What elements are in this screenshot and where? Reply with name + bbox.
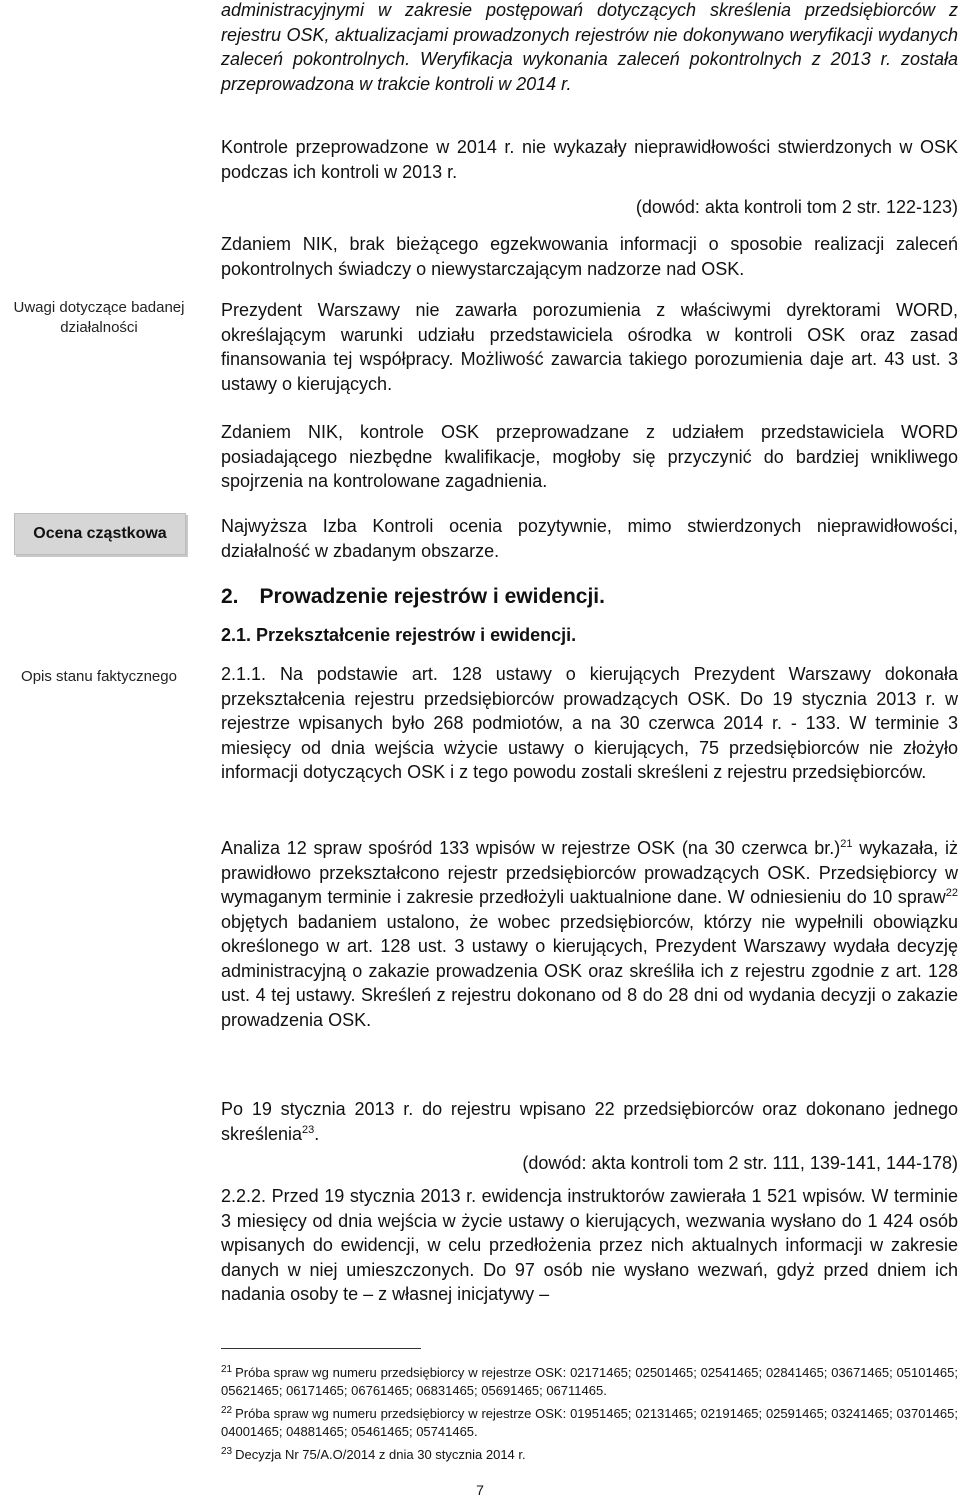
paragraph-verification: administracyjnymi w zakresie postępowań dotyczących skreślenia przedsiębiorców z rejestru OSK, aktualizacjami prowadzonych rejestrów nie dokonywano weryfikacji wydanych zaleceń pokontrolnych. Weryfikacja wykonania zaleceń pokontrolnych z 2013 r. została przeprowadzona w trakcie kontroli w 2014 r. xyxy=(221,0,958,94)
assessment-box: Ocena cząstkowa xyxy=(14,513,186,555)
paragraph-nik-opinion-2: Zdaniem NIK, kontrole OSK przeprowadzane z udziałem przedstawiciela WORD posiadającego niezbędne kwalifikacje, mogłoby się przyczynić do bardziej wnikliwego spojrzenia na kontrolowane zagadnienia. xyxy=(221,422,958,491)
footnote: $^{23}$ Decyzja Nr 75/A.O/2014 z dnia 30 stycznia 2014 r. xyxy=(221,1445,526,1462)
footnote-separator xyxy=(221,1348,421,1349)
subsection-heading: 2.1. Przekształcenie rejestrów i ewidencji. xyxy=(221,625,577,645)
footnote-ref-22: 22 xyxy=(945,887,958,899)
paragraph-assessment: Najwyższa Izba Kontroli ocenia pozytywnie, mimo stwierdzonych nieprawidłowości, działalność w zbadanym obszarze. xyxy=(221,516,958,561)
footnote: $^{22}$ Próba spraw wg numeru przedsiębiorcy w rejestrze OSK: 01951465; 02131465; 02191465; 02591465; 03241465; 03701465; 04001465; 04881465; 05461465; 05741465. xyxy=(221,1404,958,1439)
evidence-source-1: (dowód: akta kontroli tom 2 str. 122-123) xyxy=(635,197,958,217)
paragraph-nik-opinion-1: Zdaniem NIK, brak bieżącego egzekwowania informacji o sposobie realizacji zaleceń pokontrolnych świadczy o niewystarczającym nadzorze nad OSK. xyxy=(221,234,958,279)
paragraph-new-entries: Po 19 stycznia 2013 r. do rejestru wpisano 22 przedsiębiorców oraz dokonano jednego skreślenia$^{23}$. xyxy=(221,1099,958,1144)
paragraph-case-analysis: Analiza 12 spraw spośród 133 wpisów w rejestrze OSK (na 30 czerwca br.)$^{21}$ wykazała, iż prawidłowo przekształcono rejestr przedsiębiorców prowadzących OSK. Przedsiębiorcy w wymaganym terminie i zakresie przedłożyli uaktualnione dane. W odniesieniu do 10 spraw$^{22}$ objętych badaniem ustalono, że wobec przedsiębiorców, którzy nie wypełnili obowiązku określonego w art. 128 ust. 3 ustawy o kierujących, Prezydent Warszawy wydała decyzję administracyjną o zakazie prowadzenia OSK oraz skreśliła ich z rejestru zgodnie z art. 128 ust. 4 tej ustawy. Skreśleń z rejestru dokonano od 8 do 28 dni od wydania decyzji o zakazie prowadzenia OSK. xyxy=(221,838,958,1030)
footnote-ref-23: 23 xyxy=(302,1123,315,1136)
facts-label: Opis stanu faktycznego xyxy=(21,668,177,685)
paragraph-controls-2014: Kontrole przeprowadzone w 2014 r. nie wykazały nieprawidłowości stwierdzonych w OSK podczas ich kontroli w 2013 r. xyxy=(221,137,958,182)
margin-sidebar xyxy=(0,0,200,1501)
section-heading: 2. Prowadzenie rejestrów i ewidencji. xyxy=(221,585,605,608)
evidence-source-2: (dowód: akta kontroli tom 2 str. 111, 139-141, 144-178) xyxy=(522,1153,958,1173)
paragraph-agreement: Prezydent Warszawy nie zawarła porozumienia z właściwymi dyrektorami WORD, określającym warunki udziału przedstawiciela ośrodka w kontroli OSK oraz zasad finansowania tej współpracy. Możliwość zawarcia takiego porozumienia daje art. 43 ust. 3 ustawy o kierujących. xyxy=(221,300,958,394)
remarks-label: Uwagi dotyczące badanej działalności xyxy=(13,299,185,336)
paragraph-register-transformation: 2.1.1. Na podstawie art. 128 ustawy o kierujących Prezydent Warszawy dokonała przekształcenia rejestru przedsiębiorców prowadzących OSK. Do 19 stycznia 2013 r. w rejestrze wpisanych było 268 podmiotów, a na 30 czerwca 2014 r. - 133. W terminie 3 miesięcy od dnia wejścia wżycie ustawy o kierujących, 75 przedsiębiorców nie złożyło informacji dotyczących OSK i z tego powodu zostali skreśleni z rejestru przedsiębiorców. xyxy=(221,664,958,782)
page-number: 7 xyxy=(476,1482,484,1498)
paragraph-instructors: 2.2.2. Przed 19 stycznia 2013 r. ewidencja instruktorów zawierała 1 521 wpisów. W terminie 3 miesięcy od dnia wejścia w życie ustawy o kierujących, wezwania wysłano do 1 424 osób wpisanych do ewidencji, w celu przedłożenia przez nich aktualnych informacji w zakresie danych w niej umieszczonych. Do 97 osób nie wysłano wezwań, gdyż przed dniem ich nadania osoby te – z własnej inicjatywy – xyxy=(221,1186,958,1304)
footnote: $^{21}$ Próba spraw wg numeru przedsiębiorcy w rejestrze OSK: 02171465; 02501465; 02541465; 02841465; 03671465; 05101465; 05621465; 06171465; 06761465; 06831465; 05691465; 06711465. xyxy=(221,1363,958,1398)
footnote-ref-21: 21 xyxy=(840,838,853,850)
